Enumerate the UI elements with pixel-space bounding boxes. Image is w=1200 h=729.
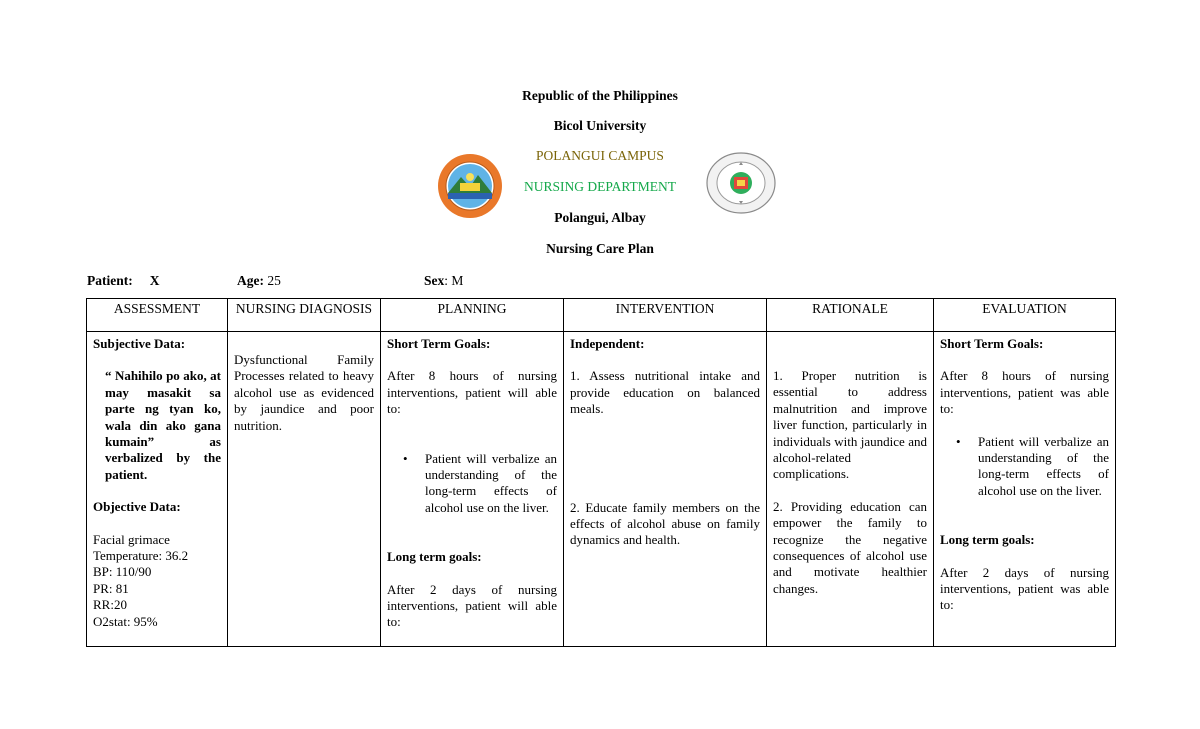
rationale-item: 1. Proper nutrition is essential to address malnutrition and improve liver function, particularly in individuals with jaundice and alcohol-related complications. bbox=[773, 368, 927, 482]
objective-item: PR: 81 bbox=[93, 580, 129, 596]
planning-long-intro: After 2 days of nursing interventions, patient will able to: bbox=[387, 581, 557, 630]
evaluation-short-goal: • Patient will verbalize an understanding of the long-term effects of alcohol use on the liver. bbox=[956, 433, 1109, 498]
rationale-cell bbox=[767, 332, 934, 647]
col-header-intervention: INTERVENTION bbox=[564, 299, 767, 332]
patient-age bbox=[237, 273, 281, 289]
planning-long-label: Long term goals: bbox=[387, 549, 482, 565]
table-header-row bbox=[87, 299, 1116, 332]
header-location: Polangui, Albay bbox=[554, 210, 646, 225]
patient-label: Patient: bbox=[87, 273, 133, 288]
intervention-cell bbox=[564, 332, 767, 647]
patient-value: X bbox=[149, 273, 160, 288]
patient-sex bbox=[424, 273, 463, 289]
header-department: NURSING DEPARTMENT bbox=[523, 179, 677, 194]
header-campus: POLANGUI CAMPUS bbox=[536, 148, 664, 163]
nursing-care-plan-table bbox=[86, 298, 1116, 647]
patient-name bbox=[87, 273, 159, 289]
sex-value: : M bbox=[444, 273, 464, 288]
header-republic: Republic of the Philippines bbox=[522, 88, 678, 103]
intervention-item: 2. Educate family members on the effects of alcohol abuse on family dynamics and health. bbox=[570, 499, 760, 548]
evaluation-short-intro: After 8 hours of nursing interventions, patient was able to: bbox=[940, 368, 1109, 417]
planning-short-goal: • Patient will verbalize an understanding of the long-term effects of alcohol use on the liver. bbox=[403, 450, 557, 515]
subjective-quote: “ Nahihilo po ako, at may masakit sa parte ng tyan ko, wala din ako gana kumain” as verbalized by the patient. bbox=[105, 368, 221, 482]
objective-item: BP: 110/90 bbox=[93, 564, 152, 580]
planning-cell bbox=[381, 332, 564, 647]
evaluation-long-label: Long term goals: bbox=[940, 532, 1035, 548]
intervention-item: 1. Assess nutritional intake and provide education on balanced meals. bbox=[570, 368, 760, 417]
rationale-item: 2. Providing education can empower the family to recognize the negative consequences of alcohol use and motivate healthier changes. bbox=[773, 498, 927, 596]
campus-seal-logo bbox=[437, 153, 503, 219]
age-value: 25 bbox=[267, 273, 281, 288]
objective-item: O2stat: 95% bbox=[93, 613, 158, 629]
university-seal-logo bbox=[706, 152, 776, 214]
col-header-planning: PLANNING bbox=[381, 299, 564, 332]
objective-item: Facial grimace bbox=[93, 531, 170, 547]
assessment-cell bbox=[87, 332, 228, 647]
subjective-label: Subjective Data: bbox=[93, 336, 186, 351]
col-header-assessment: ASSESSMENT bbox=[87, 299, 228, 332]
col-header-evaluation: EVALUATION bbox=[934, 299, 1116, 332]
intervention-label: Independent: bbox=[570, 336, 645, 351]
evaluation-cell bbox=[934, 332, 1116, 647]
col-header-nursing-diagnosis: NURSING DIAGNOSIS bbox=[228, 299, 381, 332]
bullet-icon: • bbox=[403, 450, 408, 466]
bullet-icon: • bbox=[956, 433, 961, 449]
objective-label: Objective Data: bbox=[93, 499, 181, 515]
col-header-rationale: RATIONALE bbox=[767, 299, 934, 332]
objective-item: RR:20 bbox=[93, 597, 127, 613]
diagnosis-text: Dysfunctional Family Processes related to heavy alcohol use as evidenced by jaundice and poor nutrition. bbox=[234, 352, 374, 433]
planning-short-intro: After 8 hours of nursing interventions, patient will able to: bbox=[387, 368, 557, 417]
planning-short-label: Short Term Goals: bbox=[387, 336, 491, 351]
objective-item: Temperature: 36.2 bbox=[93, 548, 189, 564]
document-title: Nursing Care Plan bbox=[546, 241, 654, 256]
table-row bbox=[87, 332, 1116, 647]
diagnosis-cell bbox=[228, 332, 381, 647]
header-university: Bicol University bbox=[553, 118, 647, 133]
age-label: Age: bbox=[237, 273, 264, 288]
evaluation-short-label: Short Term Goals: bbox=[940, 336, 1044, 351]
evaluation-long-intro: After 2 days of nursing interventions, patient was able to: bbox=[940, 564, 1109, 613]
sex-label: Sex bbox=[424, 273, 445, 288]
